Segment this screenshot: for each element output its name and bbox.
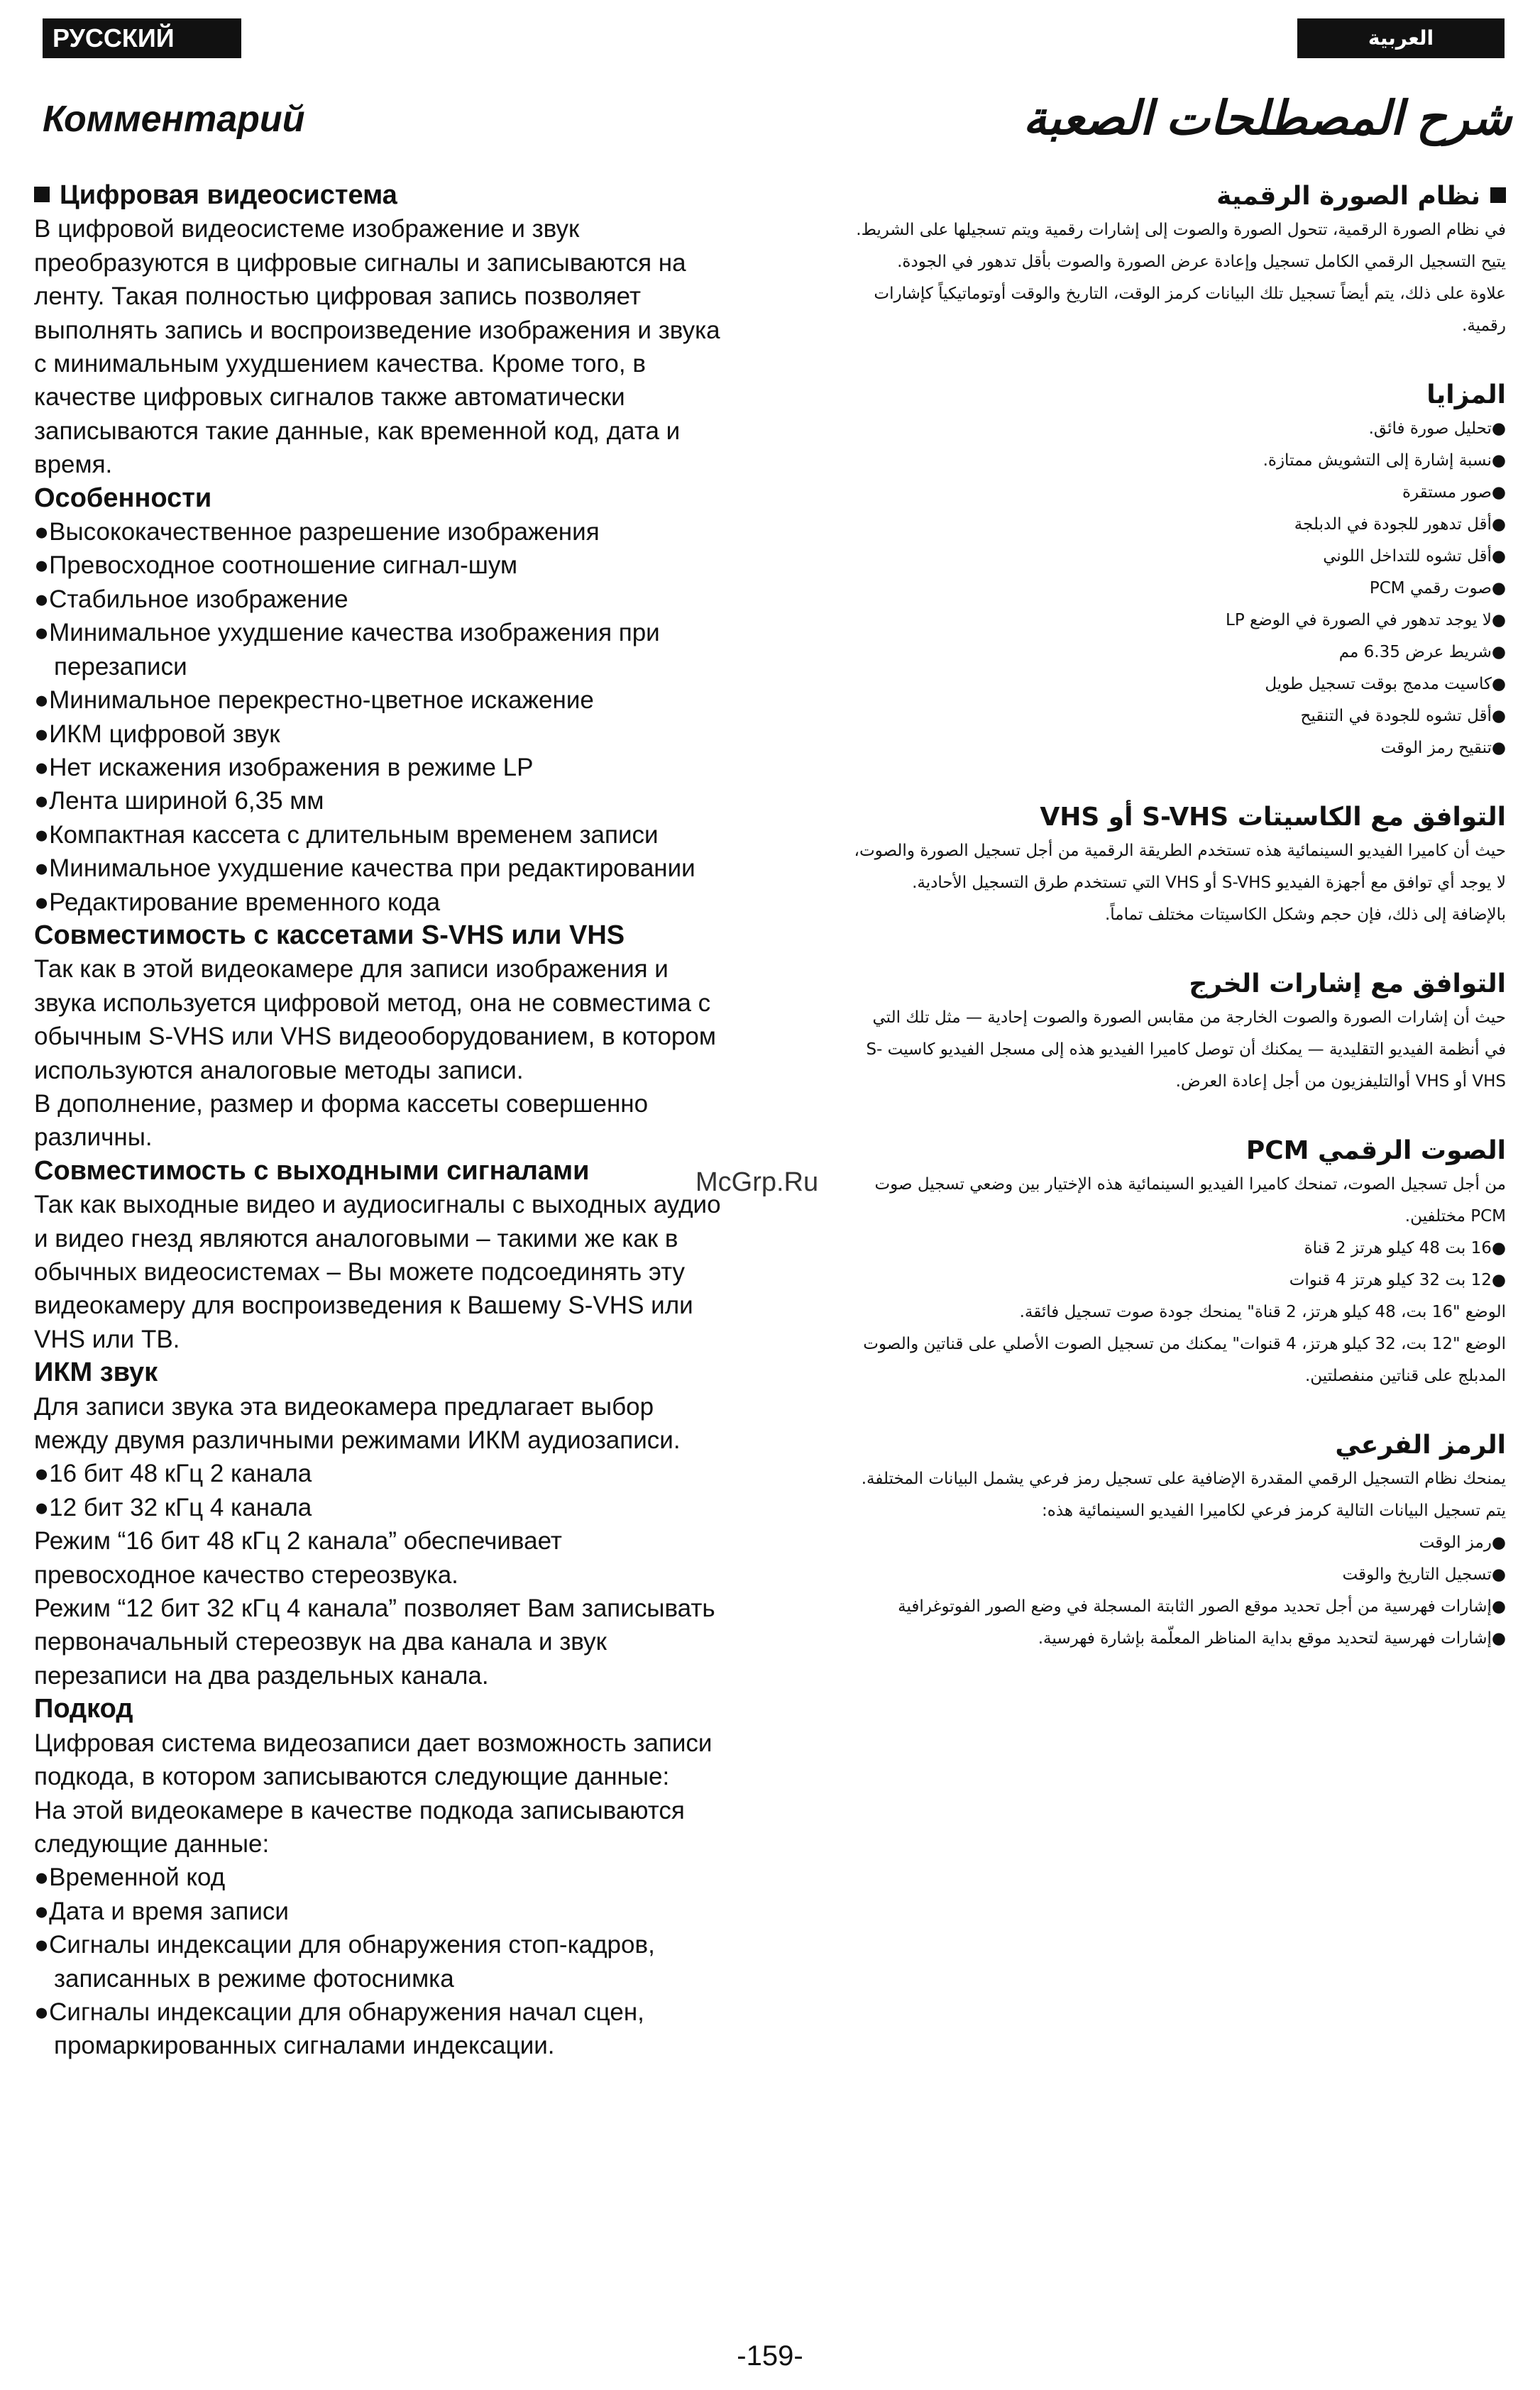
list-item: ●16 بت 48 كيلو هرتز 2 قناة <box>1304 1239 1506 1257</box>
section-heading-output-ar: التوافق مع إشارات الخرج <box>1189 969 1506 998</box>
section-heading-output: Совместимость с выходными сигналами <box>34 1155 590 1186</box>
list-item: ●تنقيح رمز الوقت <box>1380 739 1506 757</box>
list-item: ●Высококачественное разрешение изображения <box>34 518 600 546</box>
list-item: ●أقل تشوه للجودة في التنقيح <box>1300 707 1506 725</box>
page-number: -159- <box>737 2340 803 2372</box>
square-bullet-icon <box>34 187 50 202</box>
arabic-column <box>852 179 1506 1655</box>
list-item: ●12 بت 32 كيلو هرتز 4 قنوات <box>1289 1271 1506 1289</box>
list-item: ●رمز الوقت <box>1419 1533 1506 1552</box>
paragraph: من أجل تسجيل الصوت، تمنحك كاميرا الفيديو السينمائية هذه الإختيار بين وضعي تسجيل صوت PCM مختلفين. <box>874 1175 1506 1226</box>
watermark-text: McGrp.Ru <box>695 1167 819 1197</box>
list-item: ●أقل تشوه للتداخل اللوني <box>1323 547 1506 566</box>
list-item: ●أقل تدهور للجودة في الدبلجة <box>1294 515 1506 534</box>
list-item: ●تحليل صورة فائق. <box>1368 419 1506 438</box>
list-item: ●إشارات فهرسية من أجل تحديد موقع الصور الثابتة المسجلة في وضع الصور الفوتوغرافية <box>898 1597 1506 1616</box>
list-item: ●Минимальное ухудшение качества изображения при перезаписи <box>34 619 660 681</box>
square-bullet-icon <box>1490 187 1506 203</box>
list-item: ●Лента шириной 6,35 мм <box>34 787 324 815</box>
section-heading-features-ar: المزايا <box>1426 380 1506 409</box>
paragraph: В цифровой видеосистеме изображение и звук преобразуются в цифровые сигналы и записываются на ленту. Такая полностью цифровая запись позволяет выполнять запись и воспроизведение изображения и звука с минимальным ухудшением качества. Кроме того, в качестве цифровых сигналов также автоматически записываются такие данные, как временной код, дата и время. <box>34 215 720 479</box>
list-item: ●صور مستقرة <box>1402 483 1506 502</box>
list-item: ●Превосходное соотношение сигнал-шум <box>34 551 518 580</box>
list-item: ●Сигналы индексации для обнаружения начал сцен, промаркированных сигналами индексации. <box>34 1998 644 2060</box>
page-title-russian: Комментарий <box>43 99 305 140</box>
list-item: ●Редактирование временного кода <box>34 888 441 916</box>
list-item: ●ИКМ цифровой звук <box>34 720 280 748</box>
paragraph: الوضع "12 بت، 32 كيلو هرتز، 4 قنوات" يمكنك من تسجيل الصوت الأصلي على قناتين والصوت المدبلج على قناتين منفصلتين. <box>863 1335 1506 1385</box>
section-heading-compat: Совместимость с кассетами S-VHS или VHS <box>34 920 625 950</box>
section-heading-subcode: Подкод <box>34 1694 133 1724</box>
language-tab-arabic: العربية <box>1297 18 1505 58</box>
section-heading-digital-ar: نظام الصورة الرقمية <box>852 179 1506 214</box>
section-heading-pcm: ИКМ звук <box>34 1358 158 1388</box>
paragraph: علاوة على ذلك، يتم أيضاً تسجيل تلك البيانات كرمز الوقت، التاريخ والوقت أوتوماتيكياً كإشارات رقمية. <box>874 285 1506 335</box>
section-heading-features: Особенности <box>34 483 212 513</box>
section-heading-pcm-ar: الصوت الرقمي PCM <box>1245 1136 1506 1165</box>
list-item: ●12 бит 32 кГц 4 канала <box>34 1493 312 1521</box>
paragraph: Цифровая система видеозаписи дает возможность записи подкода, в котором записываются следующие данные: <box>34 1729 713 1791</box>
list-item: ●كاسيت مدمج بوقت تسجيل طويل <box>1265 675 1506 693</box>
paragraph: В дополнение, размер и форма кассеты совершенно различны. <box>34 1089 649 1152</box>
paragraph: حيث أن إشارات الصورة والصوت الخارجة من مقابس الصورة والصوت إحادية — مثل تلك التي في أنظمة الفيديو التقليدية — يمكنك أن توصل كاميرا الفيديو هذه إلى مسجل الفيديو كاسيت S-VHS أو VHS أوالتليفزيون من أجل إعادة العرض. <box>866 1008 1506 1091</box>
section-heading-digital: Цифровая видеосистема <box>34 179 730 212</box>
list-item: ●Дата и время записи <box>34 1897 289 1925</box>
list-item: ●Сигналы индексации для обнаружения стоп-кадров, записанных в режиме фотоснимка <box>34 1931 655 1993</box>
paragraph: Так как выходные видео и аудиосигналы с выходных аудио и видео гнезд являются аналоговыми – такими же как в обычных видеосистемах – Вы можете подсоединять эту видеокамеру для воспроизведения к Вашему S-VHS или VHS или ТВ. <box>34 1191 721 1353</box>
paragraph: يتم تسجيل البيانات التالية كرمز فرعي لكاميرا الفيديو السينمائية هذه: <box>1042 1502 1506 1520</box>
list-item: ●Компактная кассета с длительным временем записи <box>34 820 659 849</box>
list-item: ●Временной код <box>34 1863 226 1892</box>
list-item: ●Минимальное перекрестно-цветное искажение <box>34 686 594 715</box>
paragraph: في نظام الصورة الرقمية، تتحول الصورة والصوت إلى إشارات رقمية ويتم تسجيلها على الشريط. يتيح التسجيل الرقمي الكامل تسجيل وإعادة عرض الصورة والصوت بأقل تدهور في الجودة. <box>856 221 1506 271</box>
paragraph: Для записи звука эта видеокамера предлагает выбор между двумя различными режимами ИКМ аудиозаписи. <box>34 1392 681 1455</box>
list-item: ●صوت رقمي PCM <box>1369 579 1506 598</box>
list-item: ●Стабильное изображение <box>34 585 348 613</box>
list-item: ●إشارات فهرسية لتحديد موقع بداية المناظر المعلّمة بإشارة فهرسية. <box>1038 1629 1506 1648</box>
list-item: ●تسجيل التاريخ والوقت <box>1342 1565 1506 1584</box>
paragraph: На этой видеокамере в качестве подкода записываются следующие данные: <box>34 1796 685 1858</box>
list-item: ●Минимальное ухудшение качества при редактировании <box>34 854 695 883</box>
list-item: ●Нет искажения изображения в режиме LP <box>34 753 534 781</box>
paragraph: Режим “16 бит 48 кГц 2 канала” обеспечивает превосходное качество стереозвука. <box>34 1527 562 1589</box>
paragraph: Режим “12 бит 32 кГц 4 канала” позволяет Вам записывать первоначальный стереозвук на два канала и звук перезаписи на два раздельных канала. <box>34 1595 715 1690</box>
paragraph: Так как в этой видеокамере для записи изображения и звука используется цифровой метод, она не совместима с обычным S-VHS или VHS видеооборудованием, в котором используются аналоговые методы записи. <box>34 955 716 1084</box>
list-item: ●16 бит 48 кГц 2 канала <box>34 1460 312 1488</box>
section-heading-subcode-ar: الرمز الفرعي <box>1335 1431 1506 1460</box>
language-tab-russian: РУССКИЙ ЯЗЫК <box>43 18 241 58</box>
paragraph: حيث أن كاميرا الفيديو السينمائية هذه تستخدم الطريقة الرقمية من أجل تسجيل الصورة والصوت، لا يوجد أي توافق مع أجهزة الفيديو S-VHS أو VHS التي تستخدم طرق التسجيل الأحادية. <box>854 842 1506 892</box>
section-heading-compat-ar: التوافق مع الكاسيتات S-VHS أو VHS <box>1040 803 1506 832</box>
paragraph: الوضع "16 بت، 48 كيلو هرتز، 2 قناة" يمنحك جودة صوت تسجيل فائقة. <box>1019 1303 1506 1321</box>
russian-column <box>34 179 730 2063</box>
list-item: ●شريط عرض 6.35 مم <box>1338 643 1506 661</box>
paragraph: بالإضافة إلى ذلك، فإن حجم وشكل الكاسيتات مختلف تماماً. <box>1104 905 1506 924</box>
list-item: ●لا يوجد تدهور في الصورة في الوضع LP <box>1226 611 1506 629</box>
page-title-arabic: شرح المصطلحات الصعبة <box>1023 92 1512 144</box>
list-item: ●نسبة إشارة إلى التشويش ممتازة. <box>1263 451 1506 470</box>
paragraph: يمنحك نظام التسجيل الرقمي المقدرة الإضافية على تسجيل رمز فرعي يشمل البيانات المختلفة. <box>861 1470 1506 1488</box>
